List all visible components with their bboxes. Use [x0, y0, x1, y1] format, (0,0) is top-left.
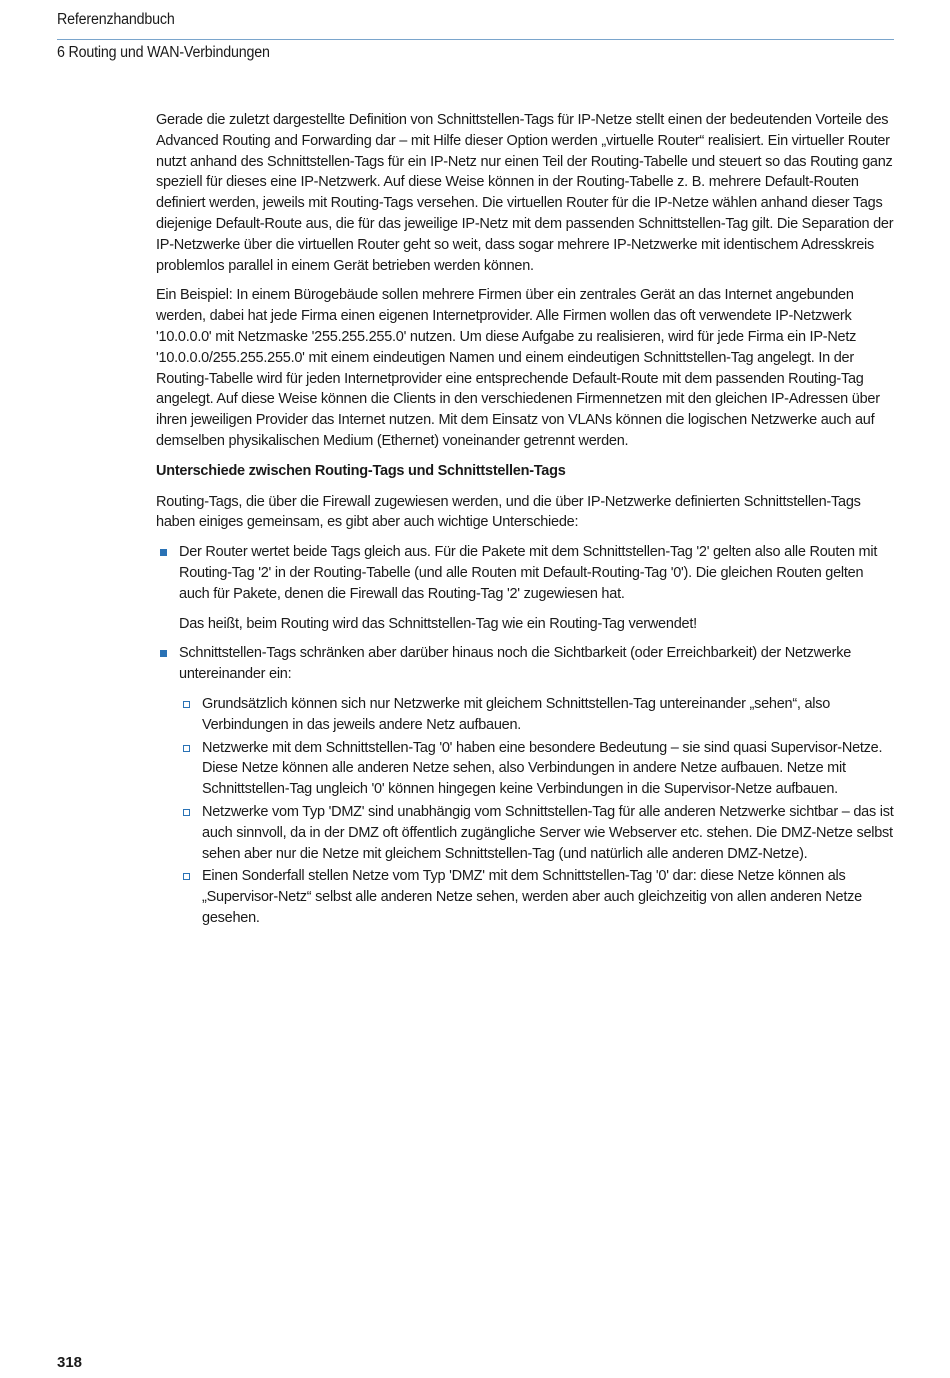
- section-heading: Unterschiede zwischen Routing-Tags und Schnittstellen-Tags: [156, 462, 566, 479]
- list-item: [156, 542, 894, 634]
- list-item-text: Schnittstellen-Tags schränken aber darüber hinaus noch die Sichtbarkeit (oder Erreichbarkeit) der Netzwerke untereinander ein:: [179, 645, 852, 683]
- paragraph: Gerade die zuletzt dargestellte Definition von Schnittstellen-Tags für IP-Netze stellt einen der bedeutenden Vorteile des Advanced Routing and Forwarding dar – mit Hilfe dieser Option werden „virtuelle Router“ realisiert. Ein virtueller Router nutzt anhand des Schnittstellen-Tags für ein IP-Netz nur einen Teil der Routing-Tabelle und steuert so das Routing ganz speziell für dieses eine IP-Netzwerk. Auf diese Weise können in der Routing-Tabelle z. B. mehrere Default-Routen definiert werden, jeweils mit Routing-Tags versehen. Die virtuellen Router für die IP-Netze wählen anhand dieser Tags diejenige Default-Route aus, die für das jeweilige IP-Netz mit dem passenden Schnittstellen-Tag gilt. Die Separation der IP-Netzwerke über die virtuellen Router geht so weit, dass sogar mehrere IP-Netzwerke mit identischem Adresskreis problemlos parallel in einem Gerät betrieben werden können.: [156, 112, 894, 274]
- sub-list-item: [179, 802, 894, 864]
- page-content: [156, 110, 894, 938]
- sub-list-item-text: Netzwerke vom Typ 'DMZ' sind unabhängig vom Schnittstellen-Tag für alle anderen Netzwerke sichtbar – das ist auch sinnvoll, da in der DMZ oft öffentlich zugängliche Server wie Webserver etc. stehen. Die DMZ-Netze selbst sehen aber nur die Netze mit gleichem Schnittstellen-Tag (und natürlich alle anderen DMZ-Netze).: [202, 803, 894, 862]
- section-intro: Routing-Tags, die über die Firewall zugewiesen werden, und die über IP-Netzwerke definierten Schnittstellen-Tags haben einiges gemeinsam, es gibt aber auch wichtige Unterschiede:: [156, 493, 861, 531]
- chapter-title: 6 Routing und WAN-Verbindungen: [57, 44, 270, 61]
- page-number: 318: [57, 1354, 83, 1371]
- list-item-text: Der Router wertet beide Tags gleich aus. Für die Pakete mit dem Schnittstellen-Tag '2' gelten also alle Routen mit Routing-Tag '2' in der Routing-Tabelle (und alle Routen mit Default-Routing-Tag '0'). Die gleichen Routen gelten auch für Pakete, denen die Firewall das Routing-Tag '2' zugewiesen hat.: [179, 544, 878, 602]
- sub-list-item-text: Grundsätzlich können sich nur Netzwerke mit gleichem Schnittstellen-Tag untereinander „sehen“, also Verbindungen in das jeweils andere Netz aufbauen.: [202, 695, 831, 733]
- sub-bullet-list: [179, 694, 894, 929]
- list-item-note: Das heißt, beim Routing wird das Schnittstellen-Tag wie ein Routing-Tag verwendet!: [179, 615, 697, 632]
- sub-list-item: [179, 694, 894, 736]
- hollow-square-bullet-icon: [183, 873, 190, 880]
- sub-list-item-text: Netzwerke mit dem Schnittstellen-Tag '0' haben eine besondere Bedeutung – sie sind quasi Supervisor-Netze. Diese Netze können alle anderen Netze sehen, also Verbindungen in andere Netze aufbauen. Netze mit Schnittstellen-Tag ungleich '0' können hingegen keine Verbindungen in die Supervisor-Netze aufbauen.: [202, 739, 883, 798]
- square-bullet-icon: [160, 650, 167, 657]
- hollow-square-bullet-icon: [183, 809, 190, 816]
- hollow-square-bullet-icon: [183, 701, 190, 708]
- square-bullet-icon: [160, 549, 167, 556]
- header-title: Referenzhandbuch: [57, 11, 175, 28]
- hollow-square-bullet-icon: [183, 745, 190, 752]
- list-item: [156, 643, 894, 928]
- sub-list-item: [179, 866, 894, 928]
- sub-list-item: [179, 738, 894, 800]
- sub-list-item-text: Einen Sonderfall stellen Netze vom Typ 'DMZ' mit dem Schnittstellen-Tag '0' dar: diese Netze können als „Supervisor-Netz“ selbst alle anderen Netze sehen, werden aber auch gleichzeitig von allen anderen Netze gesehen.: [202, 868, 862, 926]
- paragraph: Ein Beispiel: In einem Bürogebäude sollen mehrere Firmen über ein zentrales Gerät an das Internet angebunden werden, dabei hat jede Firma einen eigenen Internetprovider. Alle Firmen wollen das oft verwendete IP-Netzwerk '10.0.0.0' mit Netzmaske '255.255.255.0' nutzen. Um diese Aufgabe zu realisieren, wird für jede Firma ein IP-Netz '10.0.0.0/255.255.255.0' mit einem eindeutigen Namen und einem eindeutigen Schnittstellen-Tag angelegt. In der Routing-Tabelle wird für jeden Internetprovider eine entsprechende Default-Route mit dem passenden Routing-Tag angelegt. Auf diese Weise können die Clients in den verschiedenen Firmennetzen mit den gleichen IP-Adressen über ihren jeweiligen Provider das Internet nutzen. Mit dem Einsatz von VLANs können die logischen Netzwerke auch auf demselben physikalischen Medium (Ethernet) voneinander getrennt werden.: [156, 287, 880, 449]
- header-divider: [57, 39, 894, 40]
- bullet-list: [156, 542, 894, 929]
